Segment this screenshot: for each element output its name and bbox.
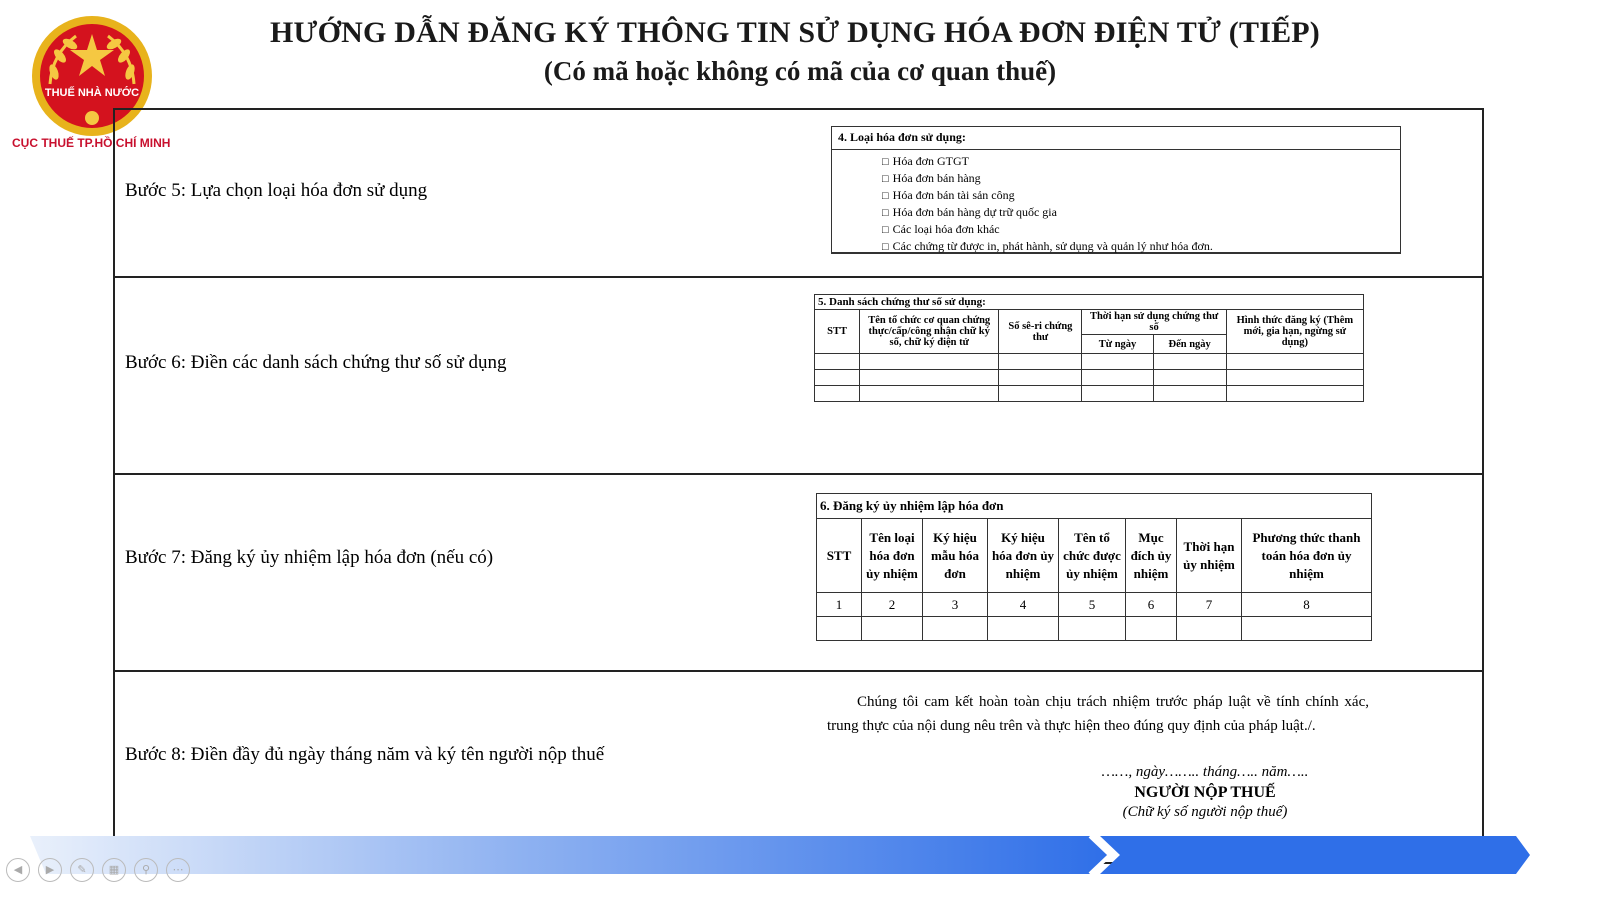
step-row-6 xyxy=(115,276,1482,473)
invoice-type-heading: 4. Loại hóa đơn sử dụng: xyxy=(832,127,1400,150)
pen-icon[interactable]: ✎ xyxy=(70,858,94,882)
invoice-type-list xyxy=(882,153,1400,255)
col-to: Đến ngày xyxy=(1153,335,1226,354)
col-from: Từ ngày xyxy=(1082,335,1153,354)
invoice-type-option[interactable]: □ Các loại hóa đơn khác xyxy=(882,221,1400,238)
certificate-table xyxy=(814,294,1364,402)
authorization-table xyxy=(816,493,1372,641)
commitment-text: Chúng tôi cam kết hoàn toàn chịu trách nhiệm trước pháp luật về tính chính xác, trung thực của nội dung nêu trên và thực hiện theo đúng quy định của pháp luật./. xyxy=(827,694,1369,734)
column-number: 6 xyxy=(1126,593,1177,617)
col-invoice-type: Tên loại hóa đơn ủy nhiệm xyxy=(862,519,923,593)
col-period: Thời hạn sử dụng chứng thư số xyxy=(1082,310,1226,335)
authorization-table-form xyxy=(816,493,1372,641)
authorization-heading: 6. Đăng ký ủy nhiệm lập hóa đơn xyxy=(817,494,1372,519)
step-7-label: Bước 7: Đăng ký ủy nhiệm lập hóa đơn (nếu có) xyxy=(125,547,494,568)
page-title-text: HƯỚNG DẪN ĐĂNG KÝ THÔNG TIN SỬ DỤNG HÓA ĐƠN ĐIỆN TỬ (TIẾP) xyxy=(269,16,1320,49)
column-number: 4 xyxy=(988,593,1059,617)
table-row xyxy=(817,617,1372,641)
invoice-type-option[interactable]: □ Hóa đơn bán hàng dự trữ quốc gia xyxy=(882,204,1400,221)
col-invoice-symbol: Ký hiệu hóa đơn ủy nhiệm xyxy=(988,519,1059,593)
page-title xyxy=(0,16,1600,50)
step-8-label: Bước 8: Điền đầy đủ ngày tháng năm và ký tên người nộp thuế xyxy=(125,744,605,765)
column-number: 8 xyxy=(1242,593,1372,617)
col-org: Tên tổ chức cơ quan chứng thực/cấp/công nhận chữ ký số, chữ ký điện tử xyxy=(860,310,999,354)
column-number: 3 xyxy=(923,593,988,617)
logo-text: THUẾ NHÀ NƯỚC xyxy=(44,87,140,99)
invoice-type-option[interactable]: □ Hóa đơn bán hàng xyxy=(882,170,1400,187)
table-row xyxy=(815,370,1364,386)
col-authorized-org: Tên tổ chức được ủy nhiệm xyxy=(1059,519,1126,593)
col-stt: STT xyxy=(815,310,860,354)
table-row xyxy=(815,354,1364,370)
signer-note: (Chữ ký số người nộp thuế) xyxy=(1122,804,1288,820)
decorative-ribbon xyxy=(30,836,1530,874)
table-row xyxy=(815,386,1364,402)
next-icon[interactable]: ▶ xyxy=(38,858,62,882)
signature-date: ……, ngày…….. tháng….. năm….. xyxy=(1101,764,1309,780)
column-number: 7 xyxy=(1177,593,1242,617)
col-serial: Số sê-ri chứng thư xyxy=(999,310,1082,354)
step-row-5 xyxy=(115,110,1482,276)
step-5-label: Bước 5: Lựa chọn loại hóa đơn sử dụng xyxy=(125,180,428,201)
signer-title: NGƯỜI NỘP THUẾ xyxy=(1134,784,1276,801)
certificate-heading: 5. Danh sách chứng thư số sử dụng: xyxy=(815,295,1364,310)
slides-icon[interactable]: ▦ xyxy=(102,858,126,882)
col-duration: Thời hạn ủy nhiệm xyxy=(1177,519,1242,593)
more-icon[interactable]: ⋯ xyxy=(166,858,190,882)
step-6-label: Bước 6: Điền các danh sách chứng thư số sử dụng xyxy=(125,352,507,373)
col-form: Hình thức đăng ký (Thêm mới, gia hạn, ngừng sử dụng) xyxy=(1226,310,1363,354)
org-name: CỤC THUẾ TP.HỒ CHÍ MINH xyxy=(12,136,171,150)
invoice-type-form xyxy=(831,126,1401,254)
zoom-icon[interactable]: ⚲ xyxy=(134,858,158,882)
invoice-type-option[interactable]: □ Các chứng từ được in, phát hành, sử dụng và quản lý như hóa đơn. xyxy=(882,238,1400,255)
column-number: 5 xyxy=(1059,593,1126,617)
column-number: 1 xyxy=(817,593,862,617)
column-number: 2 xyxy=(862,593,923,617)
invoice-type-option[interactable]: □ Hóa đơn bán tài sản công xyxy=(882,187,1400,204)
step-row-8 xyxy=(115,670,1482,862)
col-payment-method: Phương thức thanh toán hóa đơn ủy nhiệm xyxy=(1242,519,1372,593)
step-row-7 xyxy=(115,473,1482,670)
col-stt: STT xyxy=(817,519,862,593)
certificate-table-form xyxy=(814,294,1364,402)
page-subtitle: (Có mã hoặc không có mã của cơ quan thuế) xyxy=(543,56,1057,86)
col-template-code: Ký hiệu mẫu hóa đơn xyxy=(923,519,988,593)
steps-frame xyxy=(113,108,1484,864)
invoice-type-option[interactable]: □ Hóa đơn GTGT xyxy=(882,153,1400,170)
col-purpose: Mục đích ủy nhiệm xyxy=(1126,519,1177,593)
prev-icon[interactable]: ◀ xyxy=(6,858,30,882)
